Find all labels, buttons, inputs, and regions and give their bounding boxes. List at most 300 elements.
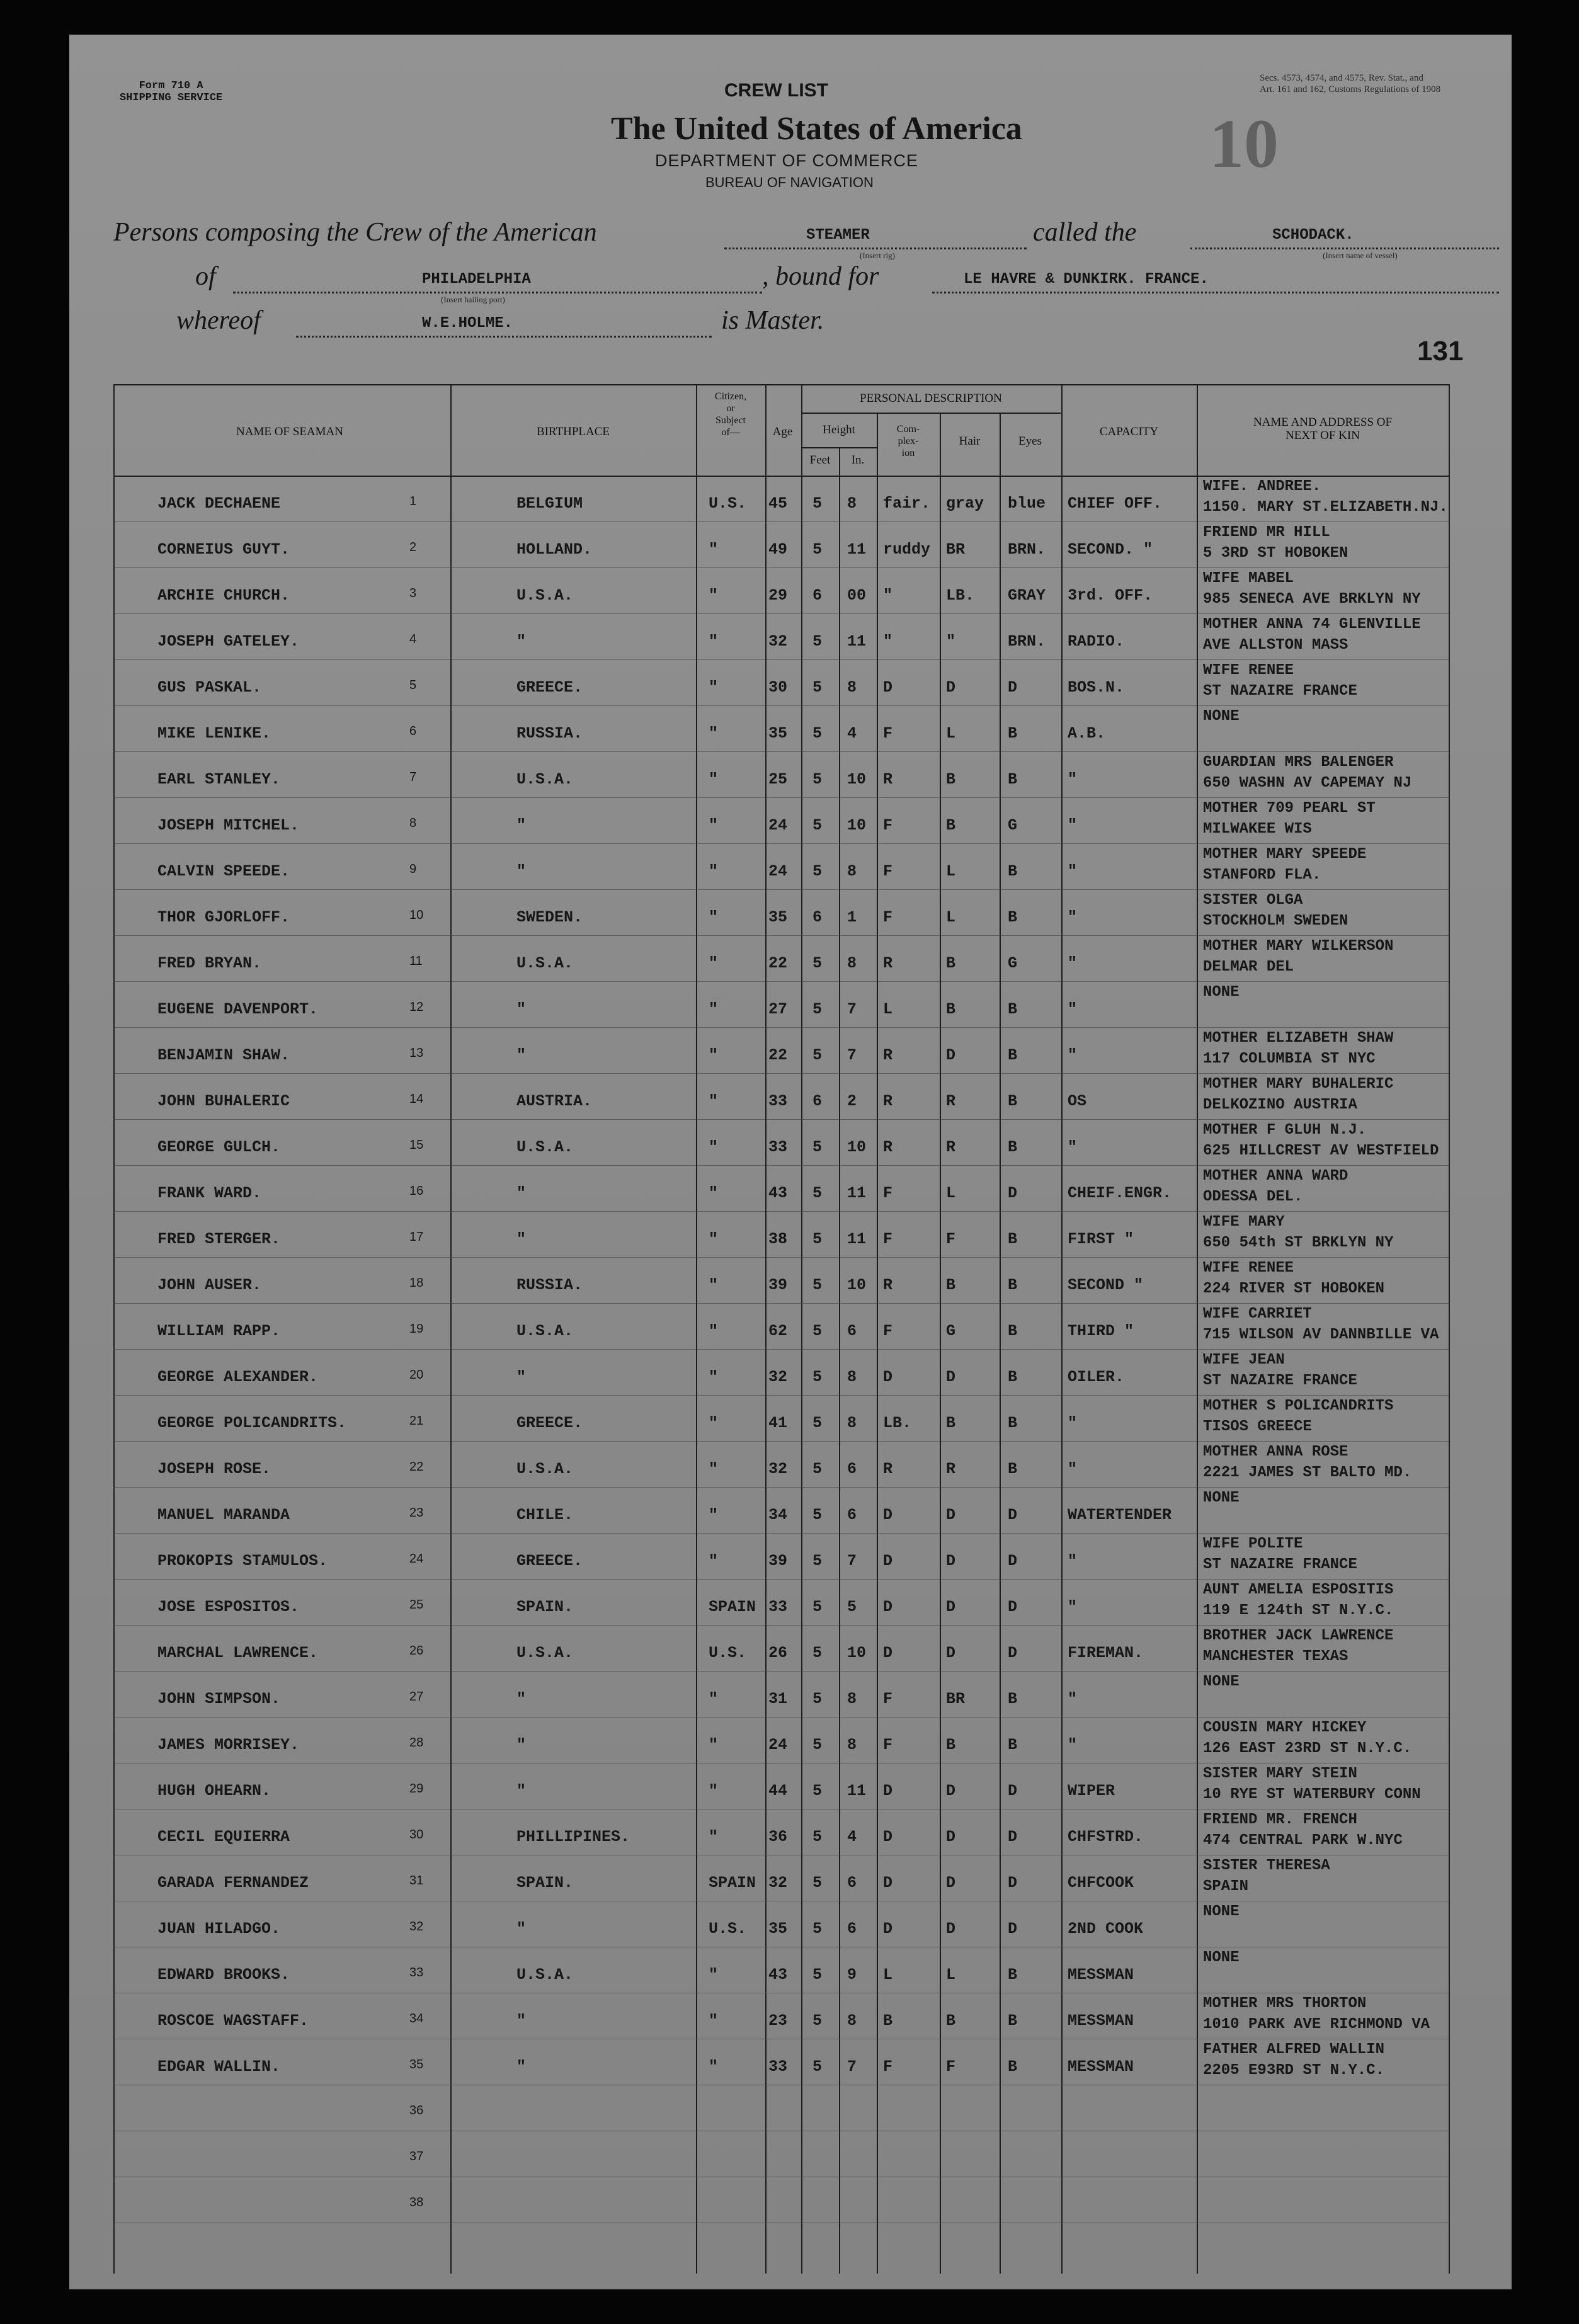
header-capacity: CAPACITY: [1099, 425, 1159, 438]
next-of-kin-name: NONE: [1203, 708, 1240, 725]
height-inches: 10: [847, 816, 867, 834]
legal-citation-line2: Art. 161 and 162, Customs Regulations of 1908: [1260, 84, 1441, 94]
seaman-name: BENJAMIN SHAW.: [157, 1046, 290, 1064]
header-feet: Feet: [809, 453, 831, 467]
citizenship: ": [709, 954, 719, 972]
seaman-name: JOHN BUHALERIC: [157, 1092, 290, 1110]
col-rule-birthplace: [696, 384, 697, 2274]
rig-value: STEAMER: [806, 227, 870, 244]
next-of-kin-name: WIFE MARY: [1203, 1214, 1285, 1231]
eyes: B: [1008, 1966, 1018, 1984]
next-of-kin-name: FATHER ALFRED WALLIN: [1203, 2041, 1385, 2058]
height-feet: 5: [812, 954, 823, 972]
height-feet: 5: [812, 1644, 823, 1662]
col-rule-right: [1449, 384, 1450, 2274]
of-label: of: [195, 262, 216, 291]
height-inches: 7: [847, 1552, 857, 1570]
seaman-name: MARCHAL LAWRENCE.: [157, 1644, 319, 1662]
next-of-kin-address: STOCKHOLM SWEDEN: [1203, 913, 1348, 930]
birthplace: ": [516, 1184, 527, 1202]
age: 35: [768, 908, 788, 926]
capacity: CHIEF OFF.: [1068, 494, 1163, 513]
country-heading: The United States of America: [611, 111, 1022, 147]
eyes: D: [1008, 1506, 1018, 1524]
row-number: 26: [409, 1644, 424, 1658]
bureau-heading: BUREAU OF NAVIGATION: [705, 174, 874, 190]
seaman-name: CORNEIUS GUYT.: [157, 540, 290, 559]
header-age: Age: [772, 425, 793, 438]
is-master-label: is Master.: [721, 306, 824, 335]
hair: D: [946, 678, 956, 697]
complexion: D: [883, 1874, 893, 1892]
height-inches: 7: [847, 2058, 857, 2076]
age: 43: [768, 1184, 788, 1202]
header-next-of-kin: [1197, 416, 1449, 442]
age: 45: [768, 494, 788, 513]
seaman-name: JOSEPH MITCHEL.: [157, 816, 300, 834]
next-of-kin-address: DELKOZINO AUSTRIA: [1203, 1096, 1357, 1114]
age: 31: [768, 1690, 788, 1708]
hair: F: [946, 1230, 956, 1248]
birthplace: AUSTRIA.: [516, 1092, 593, 1110]
capacity: ": [1068, 1046, 1078, 1064]
next-of-kin-address: MILWAKEE WIS: [1203, 821, 1312, 838]
next-of-kin-name: MOTHER F GLUH N.J.: [1203, 1122, 1367, 1139]
height-inches: 11: [847, 632, 867, 651]
row-number: 31: [409, 1874, 424, 1888]
birthplace: U.S.A.: [516, 1460, 574, 1478]
next-of-kin-name: MOTHER ANNA 74 GLENVILLE: [1203, 616, 1421, 633]
seaman-name: FRED BRYAN.: [157, 954, 262, 972]
eyes: B: [1008, 1736, 1018, 1754]
eyes: BRN.: [1008, 632, 1046, 651]
capacity: MESSMAN: [1068, 1966, 1134, 1984]
age: 32: [768, 632, 788, 651]
complexion: ": [883, 586, 893, 605]
age: 49: [768, 540, 788, 559]
next-of-kin-address: STANFORD FLA.: [1203, 867, 1321, 884]
citizenship: ": [709, 2012, 719, 2030]
seaman-name: THOR GJORLOFF.: [157, 908, 290, 926]
next-of-kin-address: 5 3RD ST HOBOKEN: [1203, 545, 1348, 562]
complexion: D: [883, 1506, 893, 1524]
row-number: 11: [409, 954, 423, 968]
seaman-name: EDWARD BROOKS.: [157, 1966, 290, 1984]
birthplace: ": [516, 632, 527, 651]
seaman-name: JUAN HILADGO.: [157, 1920, 281, 1938]
birthplace: U.S.A.: [516, 1644, 574, 1662]
row-rule: [113, 1349, 1449, 1350]
complexion: L: [883, 1000, 893, 1018]
header-complexion-line1: Com-: [896, 424, 920, 435]
next-of-kin-name: NONE: [1203, 1673, 1240, 1690]
hair: R: [946, 1092, 956, 1110]
hailing-port: PHILADELPHIA: [422, 271, 531, 288]
header-next-of-kin-line2: NEXT OF KIN: [1285, 429, 1360, 442]
row-number: 9: [409, 862, 417, 876]
eyes: D: [1008, 1184, 1018, 1202]
next-of-kin-name: MOTHER MRS THORTON: [1203, 1995, 1367, 2012]
age: 34: [768, 1506, 788, 1524]
destination-underline: [932, 292, 1499, 293]
next-of-kin-name: FRIEND MR HILL: [1203, 524, 1330, 541]
height-feet: 5: [812, 1874, 823, 1892]
hair: B: [946, 954, 956, 972]
eyes: G: [1008, 954, 1018, 972]
header-citizen-line4: of—: [721, 427, 740, 438]
row-rule: [113, 1487, 1449, 1488]
next-of-kin-address: ST NAZAIRE FRANCE: [1203, 683, 1357, 700]
next-of-kin-name: MOTHER 709 PEARL ST: [1203, 800, 1376, 817]
seaman-name: FRANK WARD.: [157, 1184, 262, 1202]
seaman-name: EARL STANLEY.: [157, 770, 281, 789]
header-complexion-line3: ion: [901, 448, 915, 459]
hair: ": [946, 632, 956, 651]
capacity: SECOND. ": [1068, 540, 1153, 559]
row-number: 14: [409, 1092, 424, 1106]
whereof-label: whereof: [176, 306, 261, 335]
row-number: 30: [409, 1828, 424, 1842]
seaman-name: JACK DECHAENE: [157, 494, 281, 513]
rig-underline: [724, 248, 1027, 249]
height-feet: 5: [812, 1046, 823, 1064]
age: 22: [768, 1046, 788, 1064]
age: 38: [768, 1230, 788, 1248]
hair: D: [946, 1506, 956, 1524]
seaman-name: EUGENE DAVENPORT.: [157, 1000, 319, 1018]
eyes: D: [1008, 1782, 1018, 1800]
complexion: ruddy: [883, 540, 931, 559]
next-of-kin-address: 117 COLUMBIA ST NYC: [1203, 1051, 1376, 1068]
citizenship: ": [709, 1966, 719, 1984]
row-rule: [113, 659, 1449, 660]
height-feet: 5: [812, 1920, 823, 1938]
next-of-kin-address: 625 HILLCREST AV WESTFIELD: [1203, 1142, 1439, 1159]
row-number: 16: [409, 1184, 424, 1198]
next-of-kin-address: SPAIN: [1203, 1878, 1249, 1895]
seaman-name: GEORGE GULCH.: [157, 1138, 281, 1156]
row-rule: [113, 1073, 1449, 1074]
complexion: D: [883, 678, 893, 697]
height-feet: 5: [812, 632, 823, 651]
complexion: R: [883, 770, 893, 789]
crew-list-sheet: [69, 35, 1512, 2289]
row-number: 29: [409, 1782, 424, 1796]
header-citizen-line1: Citizen,: [714, 391, 747, 402]
citizenship: U.S.: [709, 1644, 747, 1662]
capacity: OILER.: [1068, 1368, 1125, 1386]
complexion: fair.: [883, 494, 931, 513]
height-feet: 5: [812, 1736, 823, 1754]
row-rule: [113, 521, 1449, 522]
crew-statement-label: Persons composing the Crew of the American: [113, 218, 597, 247]
row-number: 3: [409, 586, 417, 600]
birthplace: ": [516, 1000, 527, 1018]
eyes: B: [1008, 1138, 1018, 1156]
citizenship: ": [709, 1460, 719, 1478]
age: 22: [768, 954, 788, 972]
next-of-kin-name: FRIEND MR. FRENCH: [1203, 1811, 1357, 1828]
row-number: 35: [409, 2058, 424, 2071]
hair: B: [946, 1736, 956, 1754]
row-number: 6: [409, 724, 417, 738]
capacity: ": [1068, 1414, 1078, 1432]
next-of-kin-name: SISTER THERESA: [1203, 1857, 1330, 1874]
birthplace: ": [516, 1690, 527, 1708]
height-feet: 6: [812, 908, 823, 926]
hair: D: [946, 1046, 956, 1064]
next-of-kin-name: WIFE. ANDREE.: [1203, 478, 1321, 495]
citizenship: ": [709, 1184, 719, 1202]
next-of-kin-name: NONE: [1203, 984, 1240, 1001]
seaman-name: CECIL EQUIERRA: [157, 1828, 290, 1846]
capacity: ": [1068, 1138, 1078, 1156]
col-rule-complexion: [940, 413, 941, 2274]
height-inches: 8: [847, 862, 857, 880]
capacity: CHFSTRD.: [1068, 1828, 1144, 1846]
height-feet: 5: [812, 2012, 823, 2030]
eyes: B: [1008, 1460, 1018, 1478]
capacity: A.B.: [1068, 724, 1106, 743]
complexion: R: [883, 1046, 893, 1064]
birthplace: ": [516, 1782, 527, 1800]
form-number: [120, 80, 222, 104]
seaman-name: JAMES MORRISEY.: [157, 1736, 300, 1754]
next-of-kin-name: COUSIN MARY HICKEY: [1203, 1719, 1367, 1736]
age: 33: [768, 1092, 788, 1110]
height-feet: 5: [812, 494, 823, 513]
citizenship: ": [709, 1782, 719, 1800]
hair: B: [946, 1414, 956, 1432]
destination: LE HAVRE & DUNKIRK. FRANCE.: [964, 271, 1209, 288]
capacity: MESSMAN: [1068, 2058, 1134, 2076]
next-of-kin-name: MOTHER MARY SPEEDE: [1203, 846, 1367, 863]
hair: F: [946, 2058, 956, 2076]
height-inches: 6: [847, 1874, 857, 1892]
height-feet: 5: [812, 1460, 823, 1478]
master-underline: [296, 336, 712, 338]
next-of-kin-address: 119 E 124th ST N.Y.C.: [1203, 1602, 1394, 1619]
next-of-kin-name: SISTER MARY STEIN: [1203, 1765, 1357, 1782]
height-inches: 10: [847, 770, 867, 789]
birthplace: ": [516, 1368, 527, 1386]
complexion: ": [883, 632, 893, 651]
age: 24: [768, 816, 788, 834]
next-of-kin-name: MOTHER MARY WILKERSON: [1203, 938, 1394, 955]
seaman-name: CALVIN SPEEDE.: [157, 862, 290, 880]
birthplace: U.S.A.: [516, 954, 574, 972]
next-of-kin-name: WIFE MABEL: [1203, 570, 1294, 587]
eyes: GRAY: [1008, 586, 1046, 605]
capacity: ": [1068, 1552, 1078, 1570]
seaman-name: ROSCOE WAGSTAFF.: [157, 2012, 309, 2030]
height-feet: 5: [812, 1368, 823, 1386]
hair: D: [946, 1552, 956, 1570]
capacity: RADIO.: [1068, 632, 1125, 651]
header-name-of-seaman: NAME OF SEAMAN: [236, 425, 343, 438]
age: 27: [768, 1000, 788, 1018]
header-citizen: [696, 390, 765, 438]
citizenship: ": [709, 1736, 719, 1754]
row-rule: [113, 1119, 1449, 1120]
legal-citation-line1: Secs. 4573, 4574, and 4575, Rev. Stat., and: [1260, 73, 1423, 83]
age: 35: [768, 1920, 788, 1938]
seaman-name: JOHN SIMPSON.: [157, 1690, 281, 1708]
height-inches: 7: [847, 1046, 857, 1064]
eyes: G: [1008, 816, 1018, 834]
next-of-kin-name: WIFE CARRIET: [1203, 1306, 1312, 1323]
row-rule: [113, 889, 1449, 890]
seaman-name: HUGH OHEARN.: [157, 1782, 271, 1800]
birthplace: GREECE.: [516, 1414, 583, 1432]
eyes: B: [1008, 2058, 1018, 2076]
height-inches: 8: [847, 954, 857, 972]
citizenship: ": [709, 1506, 719, 1524]
age: 30: [768, 678, 788, 697]
header-eyes: Eyes: [1018, 435, 1042, 448]
row-number: 10: [409, 908, 424, 922]
birthplace: U.S.A.: [516, 1966, 574, 1984]
height-inches: 10: [847, 1138, 867, 1156]
row-number: 36: [409, 2104, 424, 2117]
birthplace: U.S.A.: [516, 1322, 574, 1340]
called-the-label: called the: [1033, 218, 1137, 247]
eyes: B: [1008, 908, 1018, 926]
height-feet: 5: [812, 1184, 823, 1202]
complexion: F: [883, 1184, 893, 1202]
citizenship: ": [709, 724, 719, 743]
crew-table: [113, 384, 1449, 2274]
citizenship: SPAIN: [709, 1598, 756, 1616]
capacity: OS: [1068, 1092, 1087, 1110]
citizenship: ": [709, 2058, 719, 2076]
height-feet: 5: [812, 678, 823, 697]
header-personal-description: PERSONAL DESCRIPTION: [860, 392, 1002, 405]
hair: BR: [946, 540, 966, 559]
eyes: D: [1008, 1598, 1018, 1616]
citizenship: ": [709, 1368, 719, 1386]
hair: R: [946, 1138, 956, 1156]
hair: D: [946, 1828, 956, 1846]
birthplace: RUSSIA.: [516, 1276, 583, 1294]
seaman-name: ARCHIE CHURCH.: [157, 586, 290, 605]
row-rule: [113, 1579, 1449, 1580]
eyes: D: [1008, 678, 1018, 697]
row-number: 37: [409, 2150, 424, 2163]
age: 39: [768, 1276, 788, 1294]
height-inches: 4: [847, 1828, 857, 1846]
capacity: THIRD ": [1068, 1322, 1134, 1340]
complexion: B: [883, 2012, 893, 2030]
seaman-name: JOSEPH GATELEY.: [157, 632, 300, 651]
sheet-number: 131: [1417, 336, 1464, 367]
height-inches: 11: [847, 1230, 867, 1248]
eyes: D: [1008, 1920, 1018, 1938]
age: 33: [768, 1138, 788, 1156]
eyes: B: [1008, 770, 1018, 789]
row-number: 33: [409, 1966, 424, 1979]
eyes: B: [1008, 862, 1018, 880]
eyes: B: [1008, 1414, 1018, 1432]
col-rule-hair: [1000, 413, 1001, 2274]
height-inches: 6: [847, 1322, 857, 1340]
height-feet: 5: [812, 2058, 823, 2076]
citizenship: ": [709, 770, 719, 789]
row-rule: [113, 567, 1449, 568]
complexion: F: [883, 1736, 893, 1754]
complexion: F: [883, 2058, 893, 2076]
row-number: 18: [409, 1276, 424, 1290]
vessel-underline: [1190, 248, 1499, 249]
height-feet: 5: [812, 1276, 823, 1294]
header-complexion-line2: plex-: [898, 436, 919, 447]
capacity: ": [1068, 1460, 1078, 1478]
eyes: B: [1008, 1046, 1018, 1064]
col-rule-name: [450, 384, 452, 2274]
height-inches: 6: [847, 1920, 857, 1938]
complexion: R: [883, 954, 893, 972]
next-of-kin-name: WIFE RENEE: [1203, 1260, 1294, 1277]
hair: G: [946, 1322, 956, 1340]
row-rule: [113, 1441, 1449, 1442]
col-rule-age: [801, 384, 802, 2274]
row-number: 21: [409, 1414, 424, 1428]
hair: LB.: [946, 586, 975, 605]
row-rule: [113, 1211, 1449, 1212]
hair: L: [946, 908, 956, 926]
next-of-kin-name: BROTHER JACK LAWRENCE: [1203, 1627, 1394, 1644]
height-inches: 11: [847, 540, 867, 559]
capacity: ": [1068, 1598, 1078, 1616]
vessel-name: SCHODACK.: [1272, 227, 1354, 244]
next-of-kin-address: MANCHESTER TEXAS: [1203, 1648, 1348, 1665]
height-feet: 5: [812, 1138, 823, 1156]
next-of-kin-address: 650 54th ST BRKLYN NY: [1203, 1234, 1394, 1251]
age: 29: [768, 586, 788, 605]
capacity: MESSMAN: [1068, 2012, 1134, 2030]
row-number: 38: [409, 2196, 424, 2209]
capacity: CHEIF.ENGR.: [1068, 1184, 1172, 1202]
height-feet: 6: [812, 1092, 823, 1110]
birthplace: ": [516, 1046, 527, 1064]
age: 43: [768, 1966, 788, 1984]
eyes: blue: [1008, 494, 1046, 513]
next-of-kin-name: GUARDIAN MRS BALENGER: [1203, 754, 1394, 771]
seaman-name: GEORGE POLICANDRITS.: [157, 1414, 347, 1432]
hair: gray: [946, 494, 984, 513]
next-of-kin-address: ST NAZAIRE FRANCE: [1203, 1372, 1357, 1389]
capacity: WATERTENDER: [1068, 1506, 1172, 1524]
birthplace: ": [516, 1736, 527, 1754]
height-feet: 5: [812, 816, 823, 834]
age: 32: [768, 1874, 788, 1892]
complexion: D: [883, 1368, 893, 1386]
height-feet: 6: [812, 586, 823, 605]
height-feet: 5: [812, 540, 823, 559]
col-rule-left: [113, 384, 115, 2274]
height-feet: 5: [812, 1598, 823, 1616]
height-inches: 6: [847, 1460, 857, 1478]
form-number-line1: Form 710 A: [139, 80, 203, 92]
citizenship: ": [709, 862, 719, 880]
birthplace: ": [516, 816, 527, 834]
hair: D: [946, 1368, 956, 1386]
citizenship: ": [709, 586, 719, 605]
next-of-kin-name: MOTHER ELIZABETH SHAW: [1203, 1030, 1394, 1047]
height-inches: 7: [847, 1000, 857, 1018]
complexion: D: [883, 1828, 893, 1846]
citizenship: ": [709, 1690, 719, 1708]
